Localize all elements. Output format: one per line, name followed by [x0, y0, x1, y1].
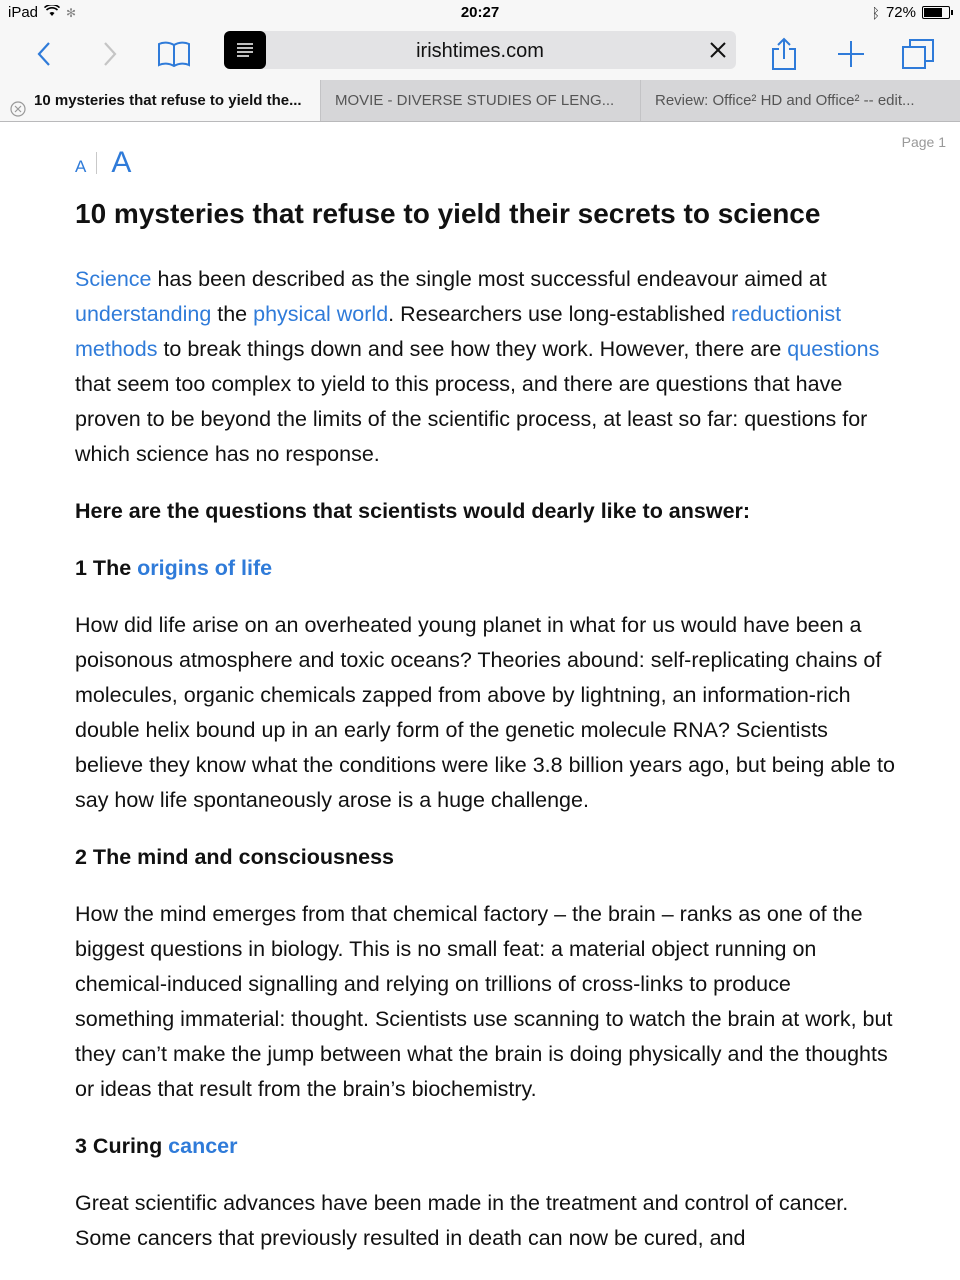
loading-spinner-icon: ✻ [66, 5, 77, 20]
text: that seem too complex to yield to this process, and there are questions that have proven to be beyond the limits of the scientific process, at least so far: questions for which science has no response. [75, 372, 868, 466]
text: the [211, 302, 254, 326]
section-body-1: How did life arise on an overheated young planet in what for us would have been a poisonous atmosphere and toxic oceans? Theories abound: self-replicating chains of molecules, organic chemicals zapped from above by lightning, an information-rich double helix bound up in an early form of the genetic molecule RNA? Scientists believe they know what the conditions were like 3.8 billion years ago, but being able to say how life spontaneously arose is a huge challenge. [75, 613, 895, 812]
text: has been described as the single most successful endeavour aimed at [151, 267, 827, 291]
section-heading-2: 2 The mind and consciousness [75, 845, 394, 869]
book-icon [157, 40, 191, 68]
link-origins-of-life[interactable]: origins of life [137, 556, 273, 580]
heading-text: 3 Curing [75, 1134, 169, 1158]
font-size-controls [75, 146, 131, 180]
intro-paragraph [75, 262, 895, 472]
forward-button[interactable] [90, 34, 130, 74]
tab-label: MOVIE - DIVERSE STUDIES OF LENG... [335, 92, 615, 109]
url-text: irishtimes.com [416, 40, 544, 62]
text: . Researchers use long-established [388, 302, 732, 326]
tab-label: 10 mysteries that refuse to yield the... [34, 92, 302, 109]
link-cancer[interactable]: cancer [168, 1134, 238, 1158]
browser-toolbar [0, 26, 960, 80]
close-circle-icon [10, 101, 26, 117]
heading-text: 1 The [75, 556, 138, 580]
section-heading-3 [75, 1129, 895, 1164]
tab-movie[interactable] [320, 80, 640, 121]
back-button[interactable] [24, 34, 64, 74]
tabs-overview-button[interactable] [898, 34, 938, 74]
share-icon [770, 37, 798, 71]
new-tab-button[interactable] [831, 34, 871, 74]
battery-percent: 72% [885, 4, 916, 21]
page-indicator: Page 1 [901, 134, 946, 150]
text: to break things down and see how they work. However, there are [157, 337, 788, 361]
decrease-font-button[interactable]: A [75, 157, 87, 176]
address-bar[interactable] [224, 31, 736, 69]
reader-lines-icon [235, 42, 255, 58]
plus-icon [837, 40, 865, 68]
chevron-right-icon [102, 41, 118, 67]
status-time: 20:27 [460, 4, 500, 21]
tabs-icon [901, 38, 935, 70]
section-body-2: How the mind emerges from that chemical factory – the brain – ranks as one of the biggest questions in biology. This is no small feat: a material object running on chemical-induced signalling and relying on trillions of cross-links to produce something immaterial: thought. Scientists use scanning to watch the brain at work, but they can’t make the jump between what the brain is doing physically and the thoughts or ideas that result from the brain’s biochemistry. [75, 902, 893, 1101]
tab-bar [0, 80, 960, 122]
tab-close-button[interactable] [10, 92, 26, 108]
bookmarks-button[interactable] [154, 34, 194, 74]
link-physical-world[interactable]: physical world [253, 302, 389, 326]
divider [96, 152, 97, 174]
close-icon [709, 41, 727, 59]
article-title: 10 mysteries that refuse to yield their secrets to science [75, 198, 821, 229]
section-heading-1 [75, 551, 895, 586]
bluetooth-icon: ᛒ [871, 4, 880, 21]
link-reductionist-methods[interactable]: reductionist methods [75, 302, 842, 361]
tab-office-review[interactable] [640, 80, 960, 121]
battery-icon [922, 6, 950, 19]
tab-mysteries[interactable] [0, 80, 320, 121]
tab-label: Review: Office² HD and Office² -- edit... [655, 92, 915, 109]
link-science[interactable]: Science [75, 267, 152, 291]
link-questions[interactable]: questions [787, 337, 880, 361]
share-button[interactable] [764, 34, 804, 74]
stop-loading-button[interactable] [706, 38, 730, 62]
device-name: iPad [8, 4, 39, 21]
increase-font-button[interactable]: A [111, 146, 132, 179]
status-bar [0, 0, 960, 26]
reader-view-button[interactable] [224, 31, 266, 69]
lead-paragraph: Here are the questions that scientists would dearly like to answer: [75, 499, 751, 523]
chevron-left-icon [36, 41, 52, 67]
article [75, 196, 895, 1278]
section-body-3: Great scientific advances have been made in the treatment and control of cancer. Some cancers that previously resulted in death can now be cured, and [75, 1191, 849, 1250]
link-understanding[interactable]: understanding [75, 302, 212, 326]
